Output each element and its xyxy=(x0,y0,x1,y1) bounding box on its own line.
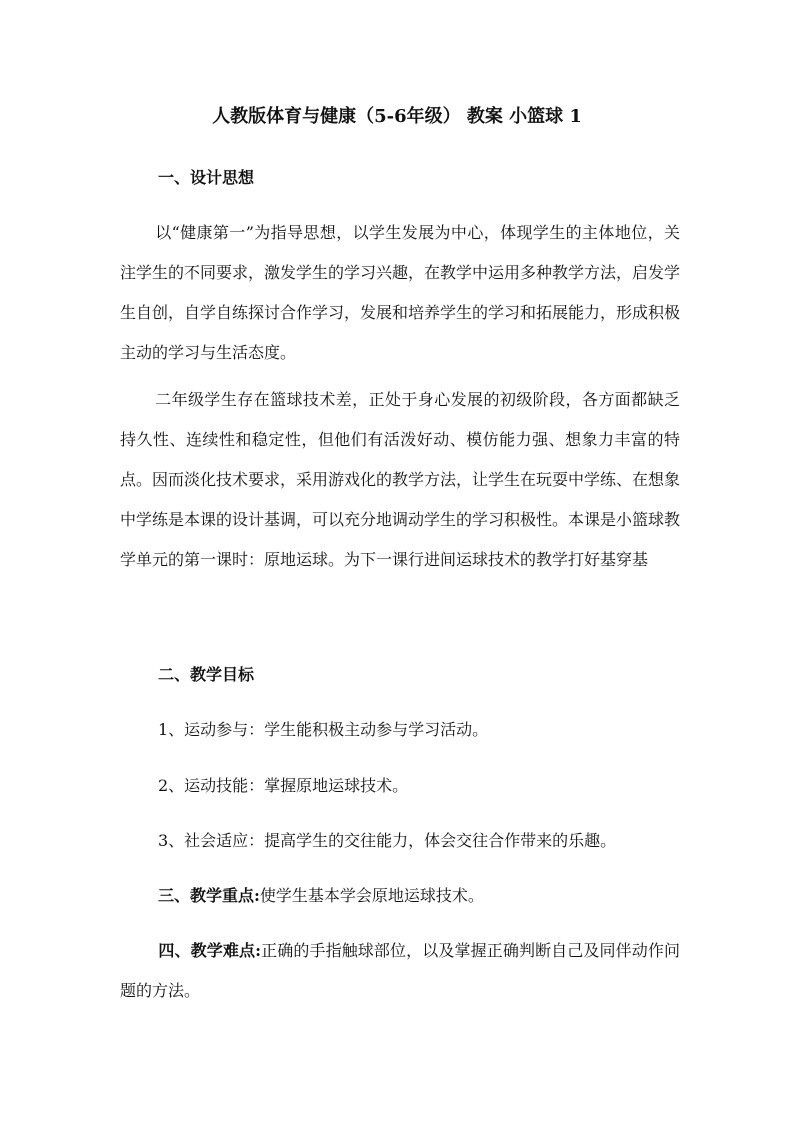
goal-item-skill: 2、运动技能：掌握原地运球技术。 xyxy=(158,776,409,795)
key-point-line xyxy=(158,884,484,908)
goal-item-social: 3、社会适应：提高学生的交往能力，体会交往合作带来的乐趣。 xyxy=(158,831,617,850)
paragraph-student-analysis: 二年级学生存在篮球技术差，正处于身心发展的初级阶段，各方面都缺乏持久性、连续性和稳定性，但他们有活泼好动、模仿能力强、想象力丰富的特点。因而淡化技术要求，采用游戏化的教学方法，让学生在玩耍中学练、在想象中学练是本课的设计基调，可以充分地调动学生的学习积极性。本课是小篮球教学单元的第一课时：原地运球。为下一课行进间运球技术的教学打好基穿基 xyxy=(120,390,681,569)
section-heading-teaching-goals: 二、教学目标 xyxy=(158,665,255,684)
section-heading-design-idea: 一、设计思想 xyxy=(158,168,255,187)
key-point-text: 使学生基本学会原地运球技术。 xyxy=(259,886,484,905)
goal-item-participation: 1、运动参与：学生能积极主动参与学习活动。 xyxy=(158,720,489,739)
difficulty-paragraph xyxy=(120,931,680,1011)
difficulty-label: 四、教学难点: xyxy=(158,941,261,960)
document-title: 人教版体育与健康（5-6年级） 教案 小篮球 1 xyxy=(212,106,582,127)
paragraph-design-idea: 以“健康第一”为指导思想，以学生发展为中心，体现学生的主体地位，关注学生的不同要求，激发学生的学习兴趣，在教学中运用多种教学方法，启发学生自创，自学自练探讨合作学习，发展和培养学生的学习和拓展能力，形成积极主动的学习与生活态度。 xyxy=(120,223,681,362)
difficulty-text: 正确的手指触球部位，以及掌握正确判断自己及同伴动作问题的方法。 xyxy=(120,941,680,1000)
key-point-label: 三、教学重点: xyxy=(158,886,260,905)
